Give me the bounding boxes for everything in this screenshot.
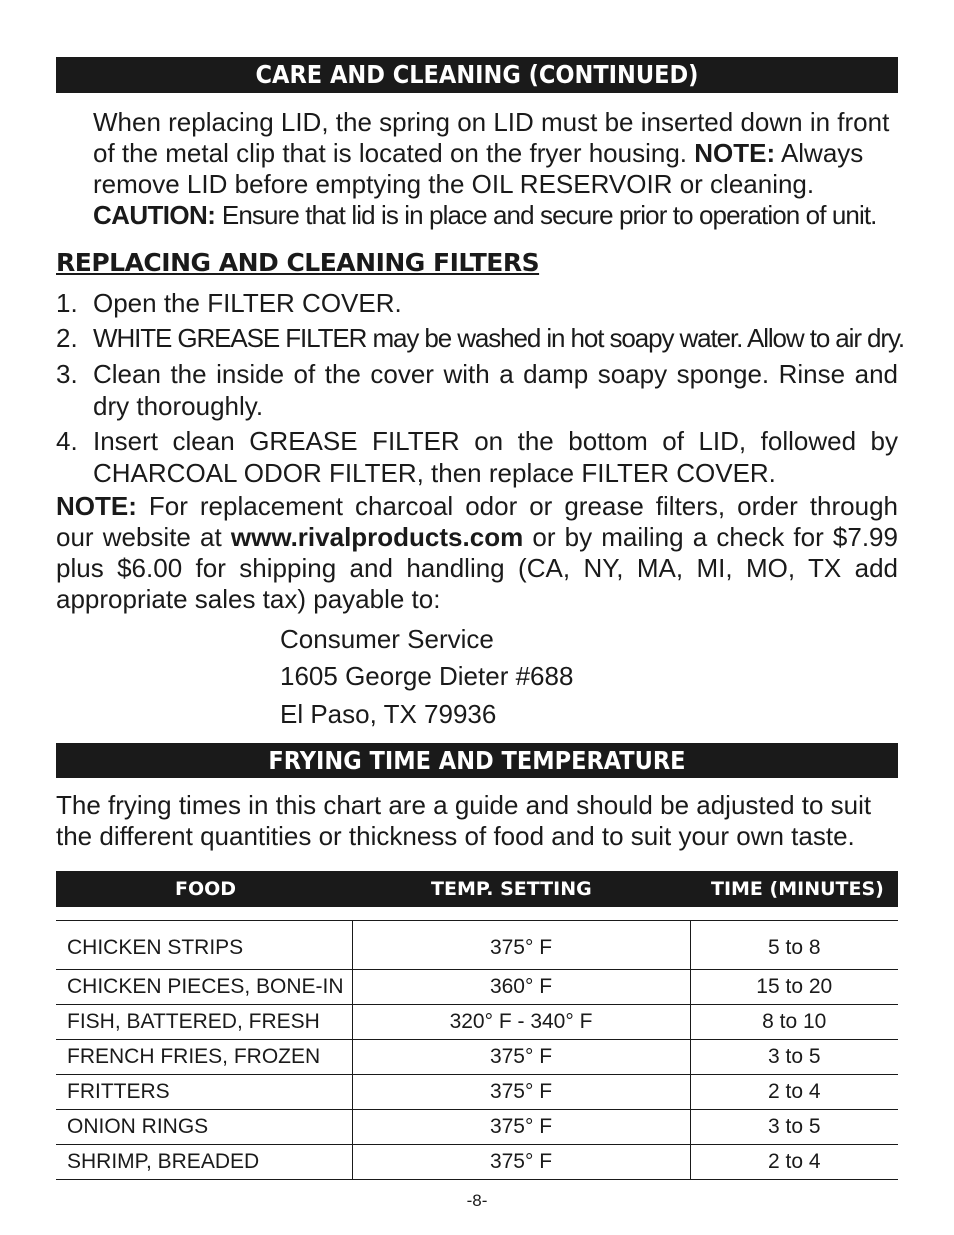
step-number: 2.: [56, 323, 78, 353]
table-row: [56, 1005, 898, 1040]
step-number: 3.: [56, 359, 78, 389]
temp-cell: 375° F: [352, 1040, 690, 1075]
food-cell: ONION RINGS: [56, 1110, 352, 1145]
header-temp: TEMP. SETTING: [431, 878, 592, 900]
intro-line-2a: of the metal clip that is located on the fryer housing.: [93, 138, 688, 168]
food-cell: FISH, BATTERED, FRESH: [56, 1005, 352, 1040]
header-time: TIME (MINUTES): [711, 878, 884, 900]
caution-text: Ensure that lid is in place and secure prior to operation of unit.: [221, 200, 877, 230]
intro-line-2b: Always: [780, 138, 864, 168]
time-cell: 2 to 4: [690, 1075, 898, 1110]
temp-cell: 360° F: [352, 970, 690, 1005]
temp-cell: 375° F: [352, 1110, 690, 1145]
step-number: 4.: [56, 426, 78, 456]
food-cell: SHRIMP, BREADED: [56, 1145, 352, 1180]
temp-cell: 320° F - 340° F: [352, 1005, 690, 1040]
care-intro-paragraph: [93, 107, 898, 231]
note-label: NOTE:: [694, 138, 776, 168]
food-cell: CHICKEN STRIPS: [56, 921, 352, 970]
temp-cell: 375° F: [352, 1145, 690, 1180]
table-row: [56, 921, 898, 970]
caution-label: CAUTION:: [93, 200, 216, 230]
frying-intro-paragraph: The frying times in this chart are a guide and should be adjusted to suit the different quantities or thickness of food and to suit your own taste.: [56, 790, 872, 851]
note-label: NOTE:: [56, 491, 137, 521]
table-row: [56, 1110, 898, 1145]
address-line-1: Consumer Service: [280, 624, 494, 654]
address-line-2: 1605 George Dieter #688: [280, 661, 574, 691]
address-line-3: El Paso, TX 79936: [280, 699, 497, 729]
step-text: Open the FILTER COVER.: [93, 288, 402, 318]
time-cell: 3 to 5: [690, 1110, 898, 1145]
step-2: [56, 322, 905, 354]
note-text-a: For replacement charcoal odor or grease filters, order through our website at: [56, 491, 899, 552]
step-text: Clean the inside of the cover with a damp soapy sponge. Rinse and dry thoroughly.: [93, 359, 898, 421]
intro-line-3: remove LID before emptying the OIL RESERVOIR or cleaning.: [93, 169, 815, 199]
note-text-b: or by mailing a check for $7.99 plus $6.00 for shipping and handling (CA, NY, MA, MI, MO, TX add appropriate sales tax) payable to:: [56, 522, 898, 614]
table-row: [56, 1145, 898, 1180]
step-text: Insert clean GREASE FILTER on the bottom of LID, followed by CHARCOAL ODOR FILTER, then replace FILTER COVER.: [93, 426, 898, 488]
section-title-care-cleaning: CARE AND CLEANING (CONTINUED): [56, 57, 898, 93]
table-row: [56, 1040, 898, 1075]
replacement-note: [56, 491, 898, 615]
table-row: [56, 1075, 898, 1110]
time-cell: 8 to 10: [690, 1005, 898, 1040]
section-title-frying: FRYING TIME AND TEMPERATURE: [56, 743, 898, 778]
website-link[interactable]: www.rivalproducts.com: [230, 522, 524, 552]
table-row: [56, 970, 898, 1005]
food-cell: FRITTERS: [56, 1075, 352, 1110]
intro-line-1: When replacing LID, the spring on LID must be inserted down in front: [93, 107, 890, 137]
intro-line-2: [93, 138, 898, 169]
step-4: [56, 425, 898, 489]
food-cell: FRENCH FRIES, FROZEN: [56, 1040, 352, 1075]
step-1: [56, 287, 898, 319]
time-cell: 15 to 20: [690, 970, 898, 1005]
temp-cell: 375° F: [352, 921, 690, 970]
page-number: -8-: [466, 1191, 488, 1210]
time-cell: 3 to 5: [690, 1040, 898, 1075]
food-cell: CHICKEN PIECES, BONE-IN: [56, 970, 352, 1005]
caution-line: [93, 200, 898, 231]
step-3: [56, 358, 898, 422]
frying-table: [56, 920, 898, 1180]
time-cell: 5 to 8: [690, 921, 898, 970]
filters-heading: REPLACING AND CLEANING FILTERS: [56, 248, 540, 277]
step-number: 1.: [56, 288, 78, 318]
header-food: FOOD: [175, 878, 237, 900]
step-text: WHITE GREASE FILTER may be washed in hot soapy water. Allow to air dry.: [93, 323, 905, 353]
time-cell: 2 to 4: [690, 1145, 898, 1180]
table-header: [56, 871, 898, 907]
temp-cell: 375° F: [352, 1075, 690, 1110]
